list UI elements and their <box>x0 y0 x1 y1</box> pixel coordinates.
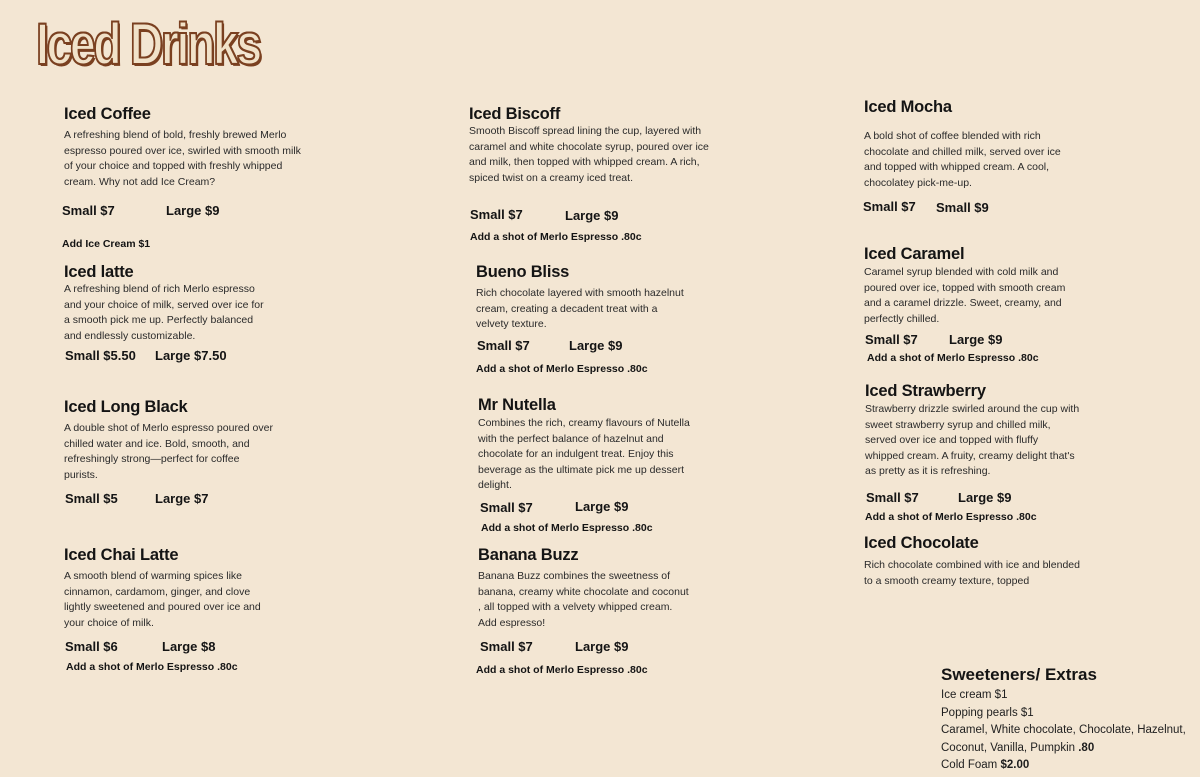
addon-text: Add a shot of Merlo Espresso .80c <box>476 664 648 676</box>
small-price: Small $7 <box>480 500 533 515</box>
menu-item-iced-chocolate <box>864 533 1086 589</box>
addon-text: Add a shot of Merlo Espresso .80c <box>470 231 642 243</box>
item-description: A refreshing blend of rich Merlo espresso and your choice of milk, served over ice for a smooth pick me up. Perfectly balanced and endlessly customizable. <box>64 283 264 342</box>
small-price: Small $7 <box>470 207 523 222</box>
extras-cold-foam: Cold Foam <box>941 759 998 772</box>
item-name: Banana Buzz <box>478 546 579 564</box>
item-description: Smooth Biscoff spread lining the cup, layered with caramel and white chocolate syrup, poured over ice and milk, then topped with whipped cream. A rich, spiced twist on a creamy iced treat. <box>469 125 709 184</box>
menu-item-iced-latte <box>64 262 269 344</box>
menu-item-iced-coffee <box>64 104 309 190</box>
large-price: Large $7.50 <box>155 348 227 363</box>
item-name: Iced Caramel <box>864 245 965 263</box>
item-description: Combines the rich, creamy flavours of Nutella with the perfect balance of hazelnut and chocolate for an indulgent treat. Enjoy this beverage as the ultimate pick me up dessert delight. <box>478 417 690 492</box>
item-description: A double shot of Merlo espresso poured over chilled water and ice. Bold, smooth, and refreshingly strong—perfect for coffee purists. <box>64 422 273 481</box>
small-price: Small $7 <box>480 639 533 654</box>
item-description: A smooth blend of warming spices like cinnamon, cardamom, ginger, and clove lightly sweetened and poured over ice and your choice of milk. <box>64 570 261 629</box>
small-price: Small $7 <box>863 199 916 214</box>
small-price: Small $6 <box>65 639 118 654</box>
small-price: Small $5.50 <box>65 348 136 363</box>
large-price: Large $7 <box>155 491 209 506</box>
addon-text: Add a shot of Merlo Espresso .80c <box>865 511 1037 523</box>
menu-item-iced-mocha <box>864 97 1079 191</box>
page-title: Iced Drinks <box>36 12 260 77</box>
small-price: Small $7 <box>477 338 530 353</box>
item-name: Bueno Bliss <box>476 263 570 281</box>
item-name: Iced latte <box>64 263 134 281</box>
item-description: Rich chocolate layered with smooth hazelnut cream, creating a decadent treat with a velvety texture. <box>476 287 684 331</box>
menu-item-mr-nutella <box>478 395 690 494</box>
addon-text: Add a shot of Merlo Espresso .80c <box>481 522 653 534</box>
large-price: Large $9 <box>569 338 623 353</box>
large-price: Large $9 <box>166 203 220 218</box>
item-description: Strawberry drizzle swirled around the cup with sweet strawberry syrup and chilled milk, served over ice and topped with fluffy whipped cream. A fruity, creamy delight that's as pretty as it is refreshing. <box>865 403 1080 478</box>
extras-cold-foam-line <box>941 757 1186 775</box>
small-price: Small $7 <box>865 332 918 347</box>
large-price: Large $9 <box>949 332 1003 347</box>
addon-text: Add a shot of Merlo Espresso .80c <box>867 352 1039 364</box>
item-name: Iced Strawberry <box>865 382 986 400</box>
item-name: Iced Chai Latte <box>64 546 179 564</box>
small-price: Small $7 <box>62 203 115 218</box>
item-description: Banana Buzz combines the sweetness of banana, creamy white chocolate and coconut , all topped with a velvety whipped cream. Add espresso! <box>478 570 689 629</box>
large-price: Large $9 <box>575 639 629 654</box>
menu-item-banana-buzz <box>478 545 693 631</box>
extras-line: Popping pearls $1 <box>941 706 1034 719</box>
extras-flavour-line <box>941 740 1186 758</box>
item-description: Rich chocolate combined with ice and blended to a smooth creamy texture, topped <box>864 559 1080 587</box>
large-price: Large $9 <box>575 499 629 514</box>
item-description: A refreshing blend of bold, freshly brewed Merlo espresso poured over ice, swirled with smooth milk of your choice and topped with freshly whipped cream. Why not add Ice Cream? <box>64 129 301 188</box>
item-name: Mr Nutella <box>478 396 556 414</box>
small-price: Small $5 <box>65 491 118 506</box>
item-name: Iced Mocha <box>864 98 952 116</box>
item-description: Caramel syrup blended with cold milk and poured over ice, topped with smooth cream and a caramel drizzle. Sweet, creamy, and perfectly chilled. <box>864 266 1066 325</box>
item-name: Iced Chocolate <box>864 534 979 552</box>
item-description: A bold shot of coffee blended with rich chocolate and chilled milk, served over ice and topped with whipped cream. A cool, chocolatey pick-me-up. <box>864 130 1061 189</box>
addon-text: Add a shot of Merlo Espresso .80c <box>476 363 648 375</box>
addon-text: Add a shot of Merlo Espresso .80c <box>66 661 238 673</box>
extras-title: Sweeteners/ Extras <box>941 665 1097 684</box>
large-price: Small $9 <box>936 200 989 215</box>
extras-cold-foam-price: $2.00 <box>1000 759 1030 772</box>
item-name: Iced Coffee <box>64 105 151 123</box>
extras-section <box>941 665 1186 775</box>
large-price: Large $8 <box>162 639 216 654</box>
large-price: Large $9 <box>958 490 1012 505</box>
item-name: Iced Long Black <box>64 398 188 416</box>
menu-item-iced-biscoff <box>469 104 714 186</box>
large-price: Large $9 <box>565 208 619 223</box>
menu-item-iced-long-black <box>64 397 274 483</box>
extras-line: Caramel, White chocolate, Chocolate, Hazelnut, <box>941 724 1186 737</box>
menu-item-iced-strawberry <box>865 381 1080 480</box>
item-name: Iced Biscoff <box>469 105 561 123</box>
small-price: Small $7 <box>866 490 919 505</box>
menu-item-bueno-bliss <box>476 262 691 333</box>
addon-text: Add Ice Cream $1 <box>62 238 151 250</box>
extras-flavours: Coconut, Vanilla, Pumpkin <box>941 741 1076 754</box>
extras-line: Ice cream $1 <box>941 689 1008 701</box>
menu-item-iced-caramel <box>864 244 1079 327</box>
menu-item-iced-chai-latte <box>64 545 274 631</box>
extras-flavour-price: .80 <box>1078 741 1095 754</box>
